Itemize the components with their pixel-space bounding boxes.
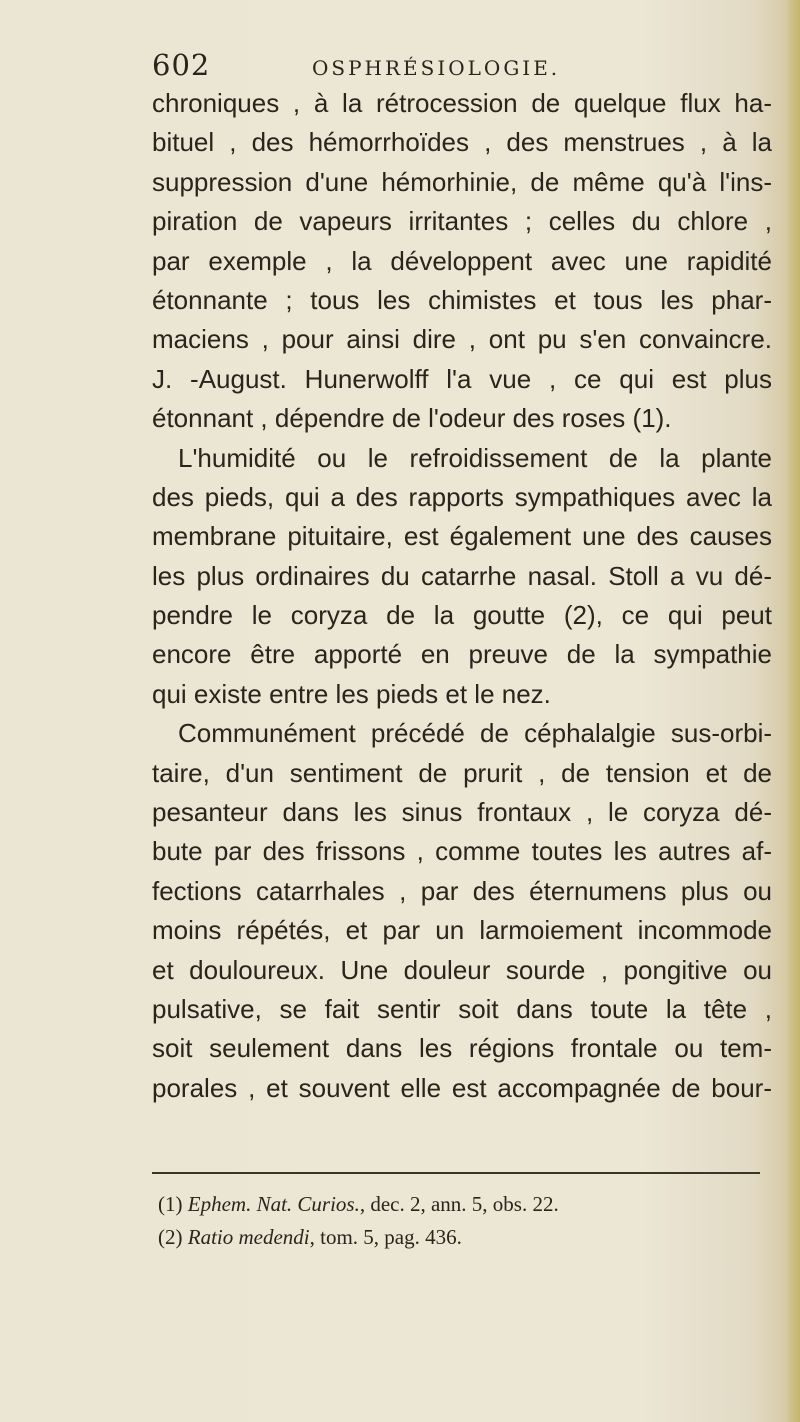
footnotes xyxy=(158,1188,718,1254)
text-line: porales , et souvent elle est accompagnée de bour- xyxy=(152,1072,772,1103)
footnote-2 xyxy=(158,1221,718,1254)
text-line: pesanteur dans les sinus frontaux , le coryza dé- xyxy=(152,797,772,828)
text-line: par exemple , la développent avec une rapidité xyxy=(152,245,772,276)
footnote-detail: , dec. 2, ann. 5, obs. 22. xyxy=(359,1192,559,1216)
text-line: piration de vapeurs irritantes ; celles du chlore , xyxy=(152,206,772,237)
text-line: suppression d'une hémorhinie, de même qu'à l'ins- xyxy=(152,166,772,197)
text-line: bute par des frissons , comme toutes les autres af- xyxy=(152,836,772,867)
text-line: pulsative, se fait sentir soit dans toute la tête , xyxy=(152,993,772,1024)
text-line: qui existe entre les pieds et le nez. xyxy=(152,678,551,709)
footnote-title: Ratio medendi xyxy=(187,1225,310,1249)
footnote-detail: , tom. 5, pag. 436. xyxy=(309,1225,462,1249)
text-line: membrane pituitaire, est également une des causes xyxy=(152,521,772,552)
text-line: étonnante ; tous les chimistes et tous les phar- xyxy=(152,284,772,315)
text-line: fections catarrhales , par des éternumens plus ou xyxy=(152,875,772,906)
text-line: L'humidité ou le refroidissement de la plante xyxy=(178,442,772,473)
text-line: bituel , des hémorrhoïdes , des menstrues , à la xyxy=(152,127,772,158)
footnote-mark: (2) xyxy=(158,1225,183,1249)
text-line: J. -August. Hunerwolff l'a vue , ce qui est plus xyxy=(152,363,772,394)
page-header xyxy=(152,48,772,88)
text-line: des pieds, qui a des rapports sympathiques avec la xyxy=(152,481,772,512)
body-text xyxy=(152,84,772,1108)
text-line: pendre le coryza de la goutte (2), ce qui peut xyxy=(152,600,772,631)
text-line: Communément précédé de céphalalgie sus-orbi- xyxy=(178,718,772,749)
text-line: étonnant , dépendre de l'odeur des roses (1). xyxy=(152,403,672,434)
footnote-mark: (1) xyxy=(158,1192,183,1216)
page-number: 602 xyxy=(152,48,211,82)
text-line: chroniques , à la rétrocession de quelque flux ha- xyxy=(152,88,772,118)
text-line: maciens , pour ainsi dire , ont pu s'en convaincre. xyxy=(152,324,772,355)
footnote-1 xyxy=(158,1188,718,1221)
page-edge xyxy=(786,0,800,1422)
text-line: taire, d'un sentiment de prurit , de tension et de xyxy=(152,757,772,788)
footnote-rule xyxy=(152,1172,760,1174)
text-line: encore être apporté en preuve de la sympathie xyxy=(152,639,772,670)
text-line: moins répétés, et par un larmoiement incommode xyxy=(152,915,772,946)
running-title: OSPHRÉSIOLOGIE. xyxy=(312,56,561,80)
footnote-title: Ephem. Nat. Curios. xyxy=(187,1192,360,1216)
text-line: soit seulement dans les régions frontale ou tem- xyxy=(152,1033,772,1064)
text-line: les plus ordinaires du catarrhe nasal. Stoll a vu dé- xyxy=(152,560,772,591)
text-line: et douloureux. Une douleur sourde , pongitive ou xyxy=(152,954,772,985)
